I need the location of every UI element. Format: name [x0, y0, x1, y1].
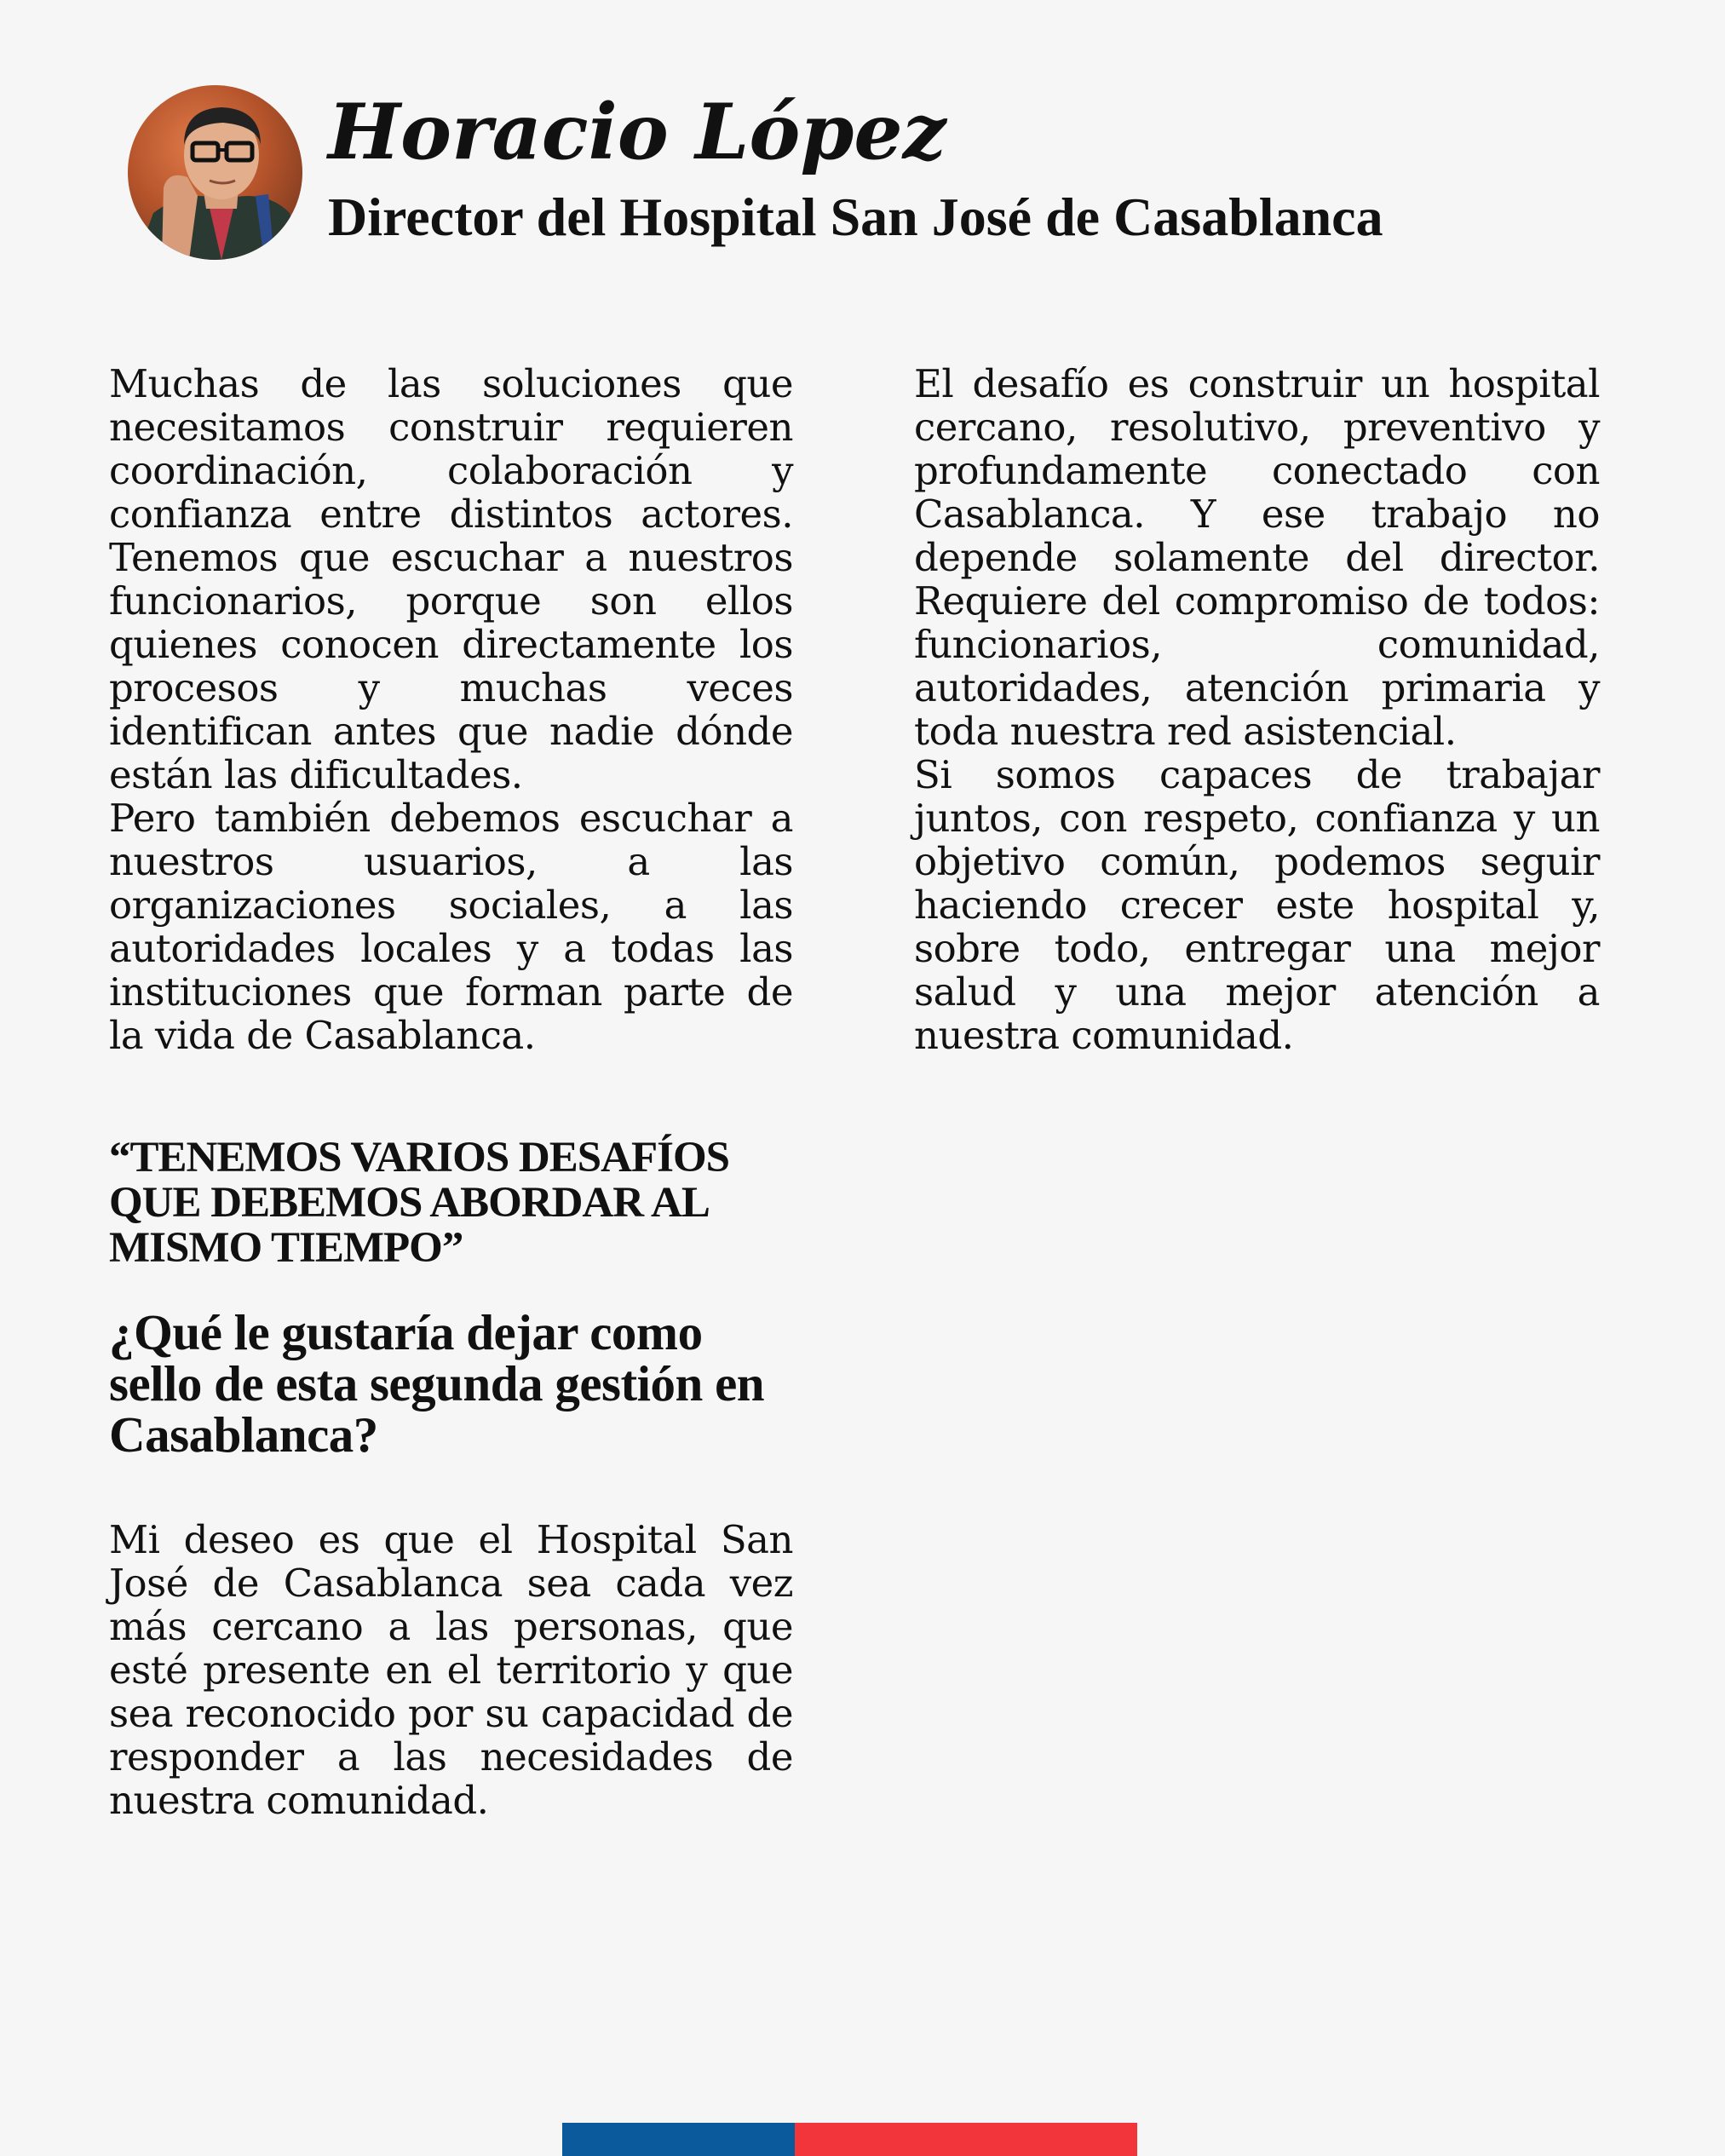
avatar — [128, 85, 302, 260]
flag-red-band — [795, 2123, 1137, 2156]
answer-paragraph: Mi deseo es que el Hospital San José de Casablanca sea cada vez más cercano a las personas, que esté presente en el territorio y que sea reconocido por su capacidad de responder a las necesidades de nuestra comunidad. — [109, 1517, 793, 1823]
right-column — [914, 362, 1600, 1057]
portrait-photo-icon — [128, 85, 302, 260]
pull-quote: “TENEMOS VARIOS DESAFÍOS QUE DEBEMOS ABORDAR AL MISMO TIEMPO” — [109, 1134, 730, 1272]
body-paragraph: Si somos capaces de trabajar juntos, con respeto, confianza y un objetivo común, podemos seguir haciendo crecer este hospital y, sobre todo, entregar una mejor salud y una mejor atención a nuestra comunidad. — [914, 752, 1600, 1058]
interview-question: ¿Qué le gustaría dejar como sello de esta segunda gestión en Casablanca? — [109, 1304, 765, 1463]
flag-stripe — [562, 2123, 1137, 2156]
left-column — [109, 362, 793, 1822]
flag-blue-band — [562, 2123, 795, 2156]
person-name: Horacio López — [328, 87, 946, 177]
person-role: Director del Hospital San José de Casablanca — [328, 187, 1383, 247]
body-paragraph: Pero también debemos escuchar a nuestros usuarios, a las organizaciones sociales, a las autoridades locales y a todas las instituciones que forman parte de la vida de Casablanca. — [109, 796, 793, 1058]
body-paragraph: El desafío es construir un hospital cercano, resolutivo, preventivo y profundamente conectado con Casablanca. Y ese trabajo no depende solamente del director. Requiere del compromiso de todos: funcionarios, comunidad, autoridades, atención primaria y toda nuestra red asistencial. — [914, 361, 1600, 754]
article-header — [128, 85, 1619, 260]
body-paragraph: Muchas de las soluciones que necesitamos construir requieren coordinación, colaboración y confianza entre distintos actores. Tenemos que escuchar a nuestros funcionarios, porque son ellos quienes conocen directamente los procesos y muchas veces identifican antes que nadie dónde están las dificultades. — [109, 361, 793, 797]
